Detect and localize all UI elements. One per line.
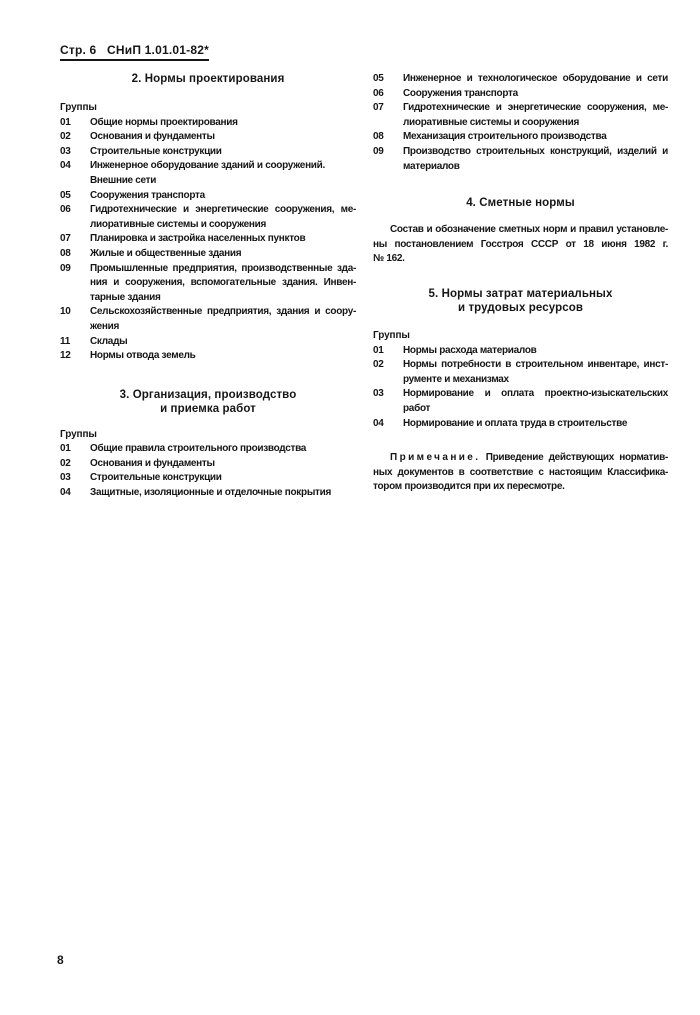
group-item-number: 07	[373, 102, 384, 114]
title-line: и трудовых ресурсов	[457, 301, 583, 314]
text-line: Промышленные предприятия, производственные зда-	[90, 262, 356, 274]
group-item-number: 04	[60, 487, 71, 499]
group-item-number: 06	[60, 204, 71, 216]
group-item	[60, 159, 356, 188]
group-item-number: 09	[373, 145, 384, 157]
title-line: и приемка работ	[160, 402, 256, 415]
text-line: Защитные, изоляционные и отделочные покрытия	[90, 487, 332, 499]
group-item	[373, 130, 668, 145]
group-item-number: 10	[60, 306, 71, 318]
group-item-number: 09	[60, 262, 71, 274]
group-item-text	[90, 335, 356, 350]
group-item-number: 02	[60, 457, 71, 469]
group-item-text	[90, 486, 356, 501]
group-item-text	[403, 387, 668, 416]
left-column	[60, 72, 356, 501]
title-line: 3. Организация, производство	[119, 388, 297, 401]
group-item-text	[90, 471, 356, 486]
group-item-number: 11	[60, 335, 70, 347]
text-line: рументе и механизмах	[403, 373, 509, 385]
group-item-number: 01	[60, 116, 71, 128]
section-4-paragraph	[373, 223, 668, 267]
group-item-number: 02	[373, 359, 384, 371]
text-line: Внешние сети	[90, 174, 157, 186]
group-item	[373, 358, 668, 387]
group-item-number: 05	[373, 73, 384, 84]
text-line: Основания и фундаменты	[90, 131, 215, 143]
text-line: Гидротехнические и энергетические сооружения, ме-	[90, 204, 356, 216]
group-item	[60, 189, 356, 204]
group-item	[60, 305, 356, 334]
section-4-title	[373, 196, 668, 210]
text-line: Склады	[90, 335, 128, 347]
group-item-text	[403, 130, 668, 145]
text-line: материалов	[403, 160, 460, 172]
group-item	[373, 417, 668, 432]
group-item	[373, 87, 668, 102]
text-line: работ	[403, 402, 431, 414]
groups-label: Группы	[60, 102, 97, 113]
right-column	[373, 72, 668, 495]
group-item-text	[403, 358, 668, 387]
group-item	[60, 232, 356, 247]
group-item	[373, 387, 668, 416]
group-item	[373, 101, 668, 130]
title-line: 4. Сметные нормы	[466, 197, 575, 210]
group-item-text	[90, 189, 356, 204]
note-line: ных документов в соответствие с настоящим Классифика-	[373, 466, 668, 478]
group-item	[60, 486, 356, 501]
title-line: 2. Нормы проектирования	[131, 73, 285, 85]
group-item-number: 12	[60, 350, 71, 362]
group-item	[60, 471, 356, 486]
text-line: Нормирование и оплата проектно-изыскательских	[403, 388, 668, 400]
group-item	[60, 457, 356, 472]
group-item-text	[403, 101, 668, 130]
group-item-text	[403, 417, 668, 432]
text-line: Сооружения транспорта	[90, 189, 205, 201]
group-item-number: 04	[373, 417, 384, 429]
group-item-number: 03	[60, 472, 71, 484]
text-line: Общие нормы проектирования	[90, 116, 238, 128]
group-item	[60, 130, 356, 145]
group-item-text	[90, 159, 356, 188]
group-item-text	[90, 442, 356, 457]
group-item-text	[90, 247, 356, 262]
group-item	[60, 247, 356, 262]
group-item	[373, 344, 668, 359]
text-line: ния и сооружения, вспомогательные здания. Инвен-	[90, 277, 356, 289]
section-3-title	[60, 388, 356, 416]
page-header: Стр. 6 СНиП 1.01.01-82*	[60, 43, 209, 61]
paragraph-line: Состав и обозначение сметных норм и правил установле-	[390, 224, 668, 236]
group-item-number: 01	[373, 344, 384, 356]
text-line: Инженерное оборудование зданий и сооружений.	[90, 160, 325, 172]
text-line: Нормы расхода материалов	[403, 344, 537, 356]
text-line: Производство строительных конструкций, изделий и	[403, 145, 668, 157]
group-item-text	[403, 344, 668, 359]
text-line: Сооружения транспорта	[403, 87, 518, 99]
text-line: жения	[90, 320, 120, 332]
text-line: тарные здания	[90, 291, 161, 303]
group-item	[60, 349, 356, 364]
group-item-text	[403, 87, 668, 102]
group-item-number: 06	[373, 87, 384, 99]
group-item-number: 07	[60, 233, 71, 245]
group-item-text	[90, 116, 356, 131]
group-item	[60, 203, 356, 232]
text-line: Нормы потребности в строительном инвентаре, инст-	[403, 359, 668, 371]
group-item-number: 08	[373, 131, 384, 143]
group-item-number: 08	[60, 247, 71, 259]
text-line: Механизация строительного производства	[403, 131, 607, 143]
note-line: тором производится при их пересмотре.	[373, 481, 565, 493]
section-5-title	[373, 287, 668, 315]
groups-label: Группы	[373, 329, 410, 341]
text-line: Нормы отвода земель	[90, 350, 196, 362]
section-2-title	[60, 72, 356, 86]
text-line: Нормирование и оплата труда в строительстве	[403, 417, 628, 429]
text-line: Планировка и застройка населенных пунктов	[90, 233, 306, 245]
text-line: Общие правила строительного производства	[90, 443, 307, 455]
text-line: Основания и фундаменты	[90, 457, 215, 469]
group-item-number: 03	[60, 145, 71, 157]
group-item-text	[90, 349, 356, 364]
title-line: 5. Нормы затрат материальных	[428, 287, 613, 300]
page-number: 8	[57, 953, 64, 967]
group-item-text	[403, 145, 668, 174]
group-item-number: 04	[60, 160, 71, 172]
note-label: Примечание.	[390, 452, 481, 464]
groups-label: Группы	[60, 428, 97, 440]
text-line: Инженерное и технологическое оборудование и сети	[403, 73, 668, 84]
text-line: лиоративные системы и сооружения	[90, 218, 267, 230]
group-item	[60, 335, 356, 350]
group-item	[373, 72, 668, 87]
group-item-number: 05	[60, 189, 71, 201]
group-item	[60, 116, 356, 131]
group-item-text	[90, 145, 356, 160]
group-item-number: 02	[60, 131, 71, 143]
note-line	[373, 451, 668, 466]
group-item-number: 03	[373, 388, 384, 400]
group-item-text	[90, 457, 356, 472]
group-item-number: 01	[60, 443, 71, 455]
text-line: лиоративные системы и сооружения	[403, 116, 580, 128]
group-item-text	[90, 262, 356, 306]
text-line: Строительные конструкции	[90, 472, 222, 484]
text-line: Строительные конструкции	[90, 145, 222, 157]
paragraph-line: ны постановлением Госстроя СССР от 18 июня 1982 г.	[373, 238, 668, 250]
group-item	[60, 262, 356, 306]
text-line: Приведение действующих норматив-	[485, 452, 668, 464]
group-item-text	[90, 232, 356, 247]
group-item-text	[90, 130, 356, 145]
note-paragraph	[373, 451, 668, 495]
group-item-text	[403, 72, 668, 87]
text-line: Гидротехнические и энергетические сооружения, ме-	[403, 102, 668, 114]
group-item-text	[90, 203, 356, 232]
text-line: Жилые и общественные здания	[90, 247, 242, 259]
group-item-text	[90, 305, 356, 334]
group-item	[373, 145, 668, 174]
paragraph-line: № 162.	[373, 253, 405, 265]
text-line: Сельскохозяйственные предприятия, здания и соору-	[90, 306, 356, 318]
group-item	[60, 145, 356, 160]
group-item	[60, 442, 356, 457]
